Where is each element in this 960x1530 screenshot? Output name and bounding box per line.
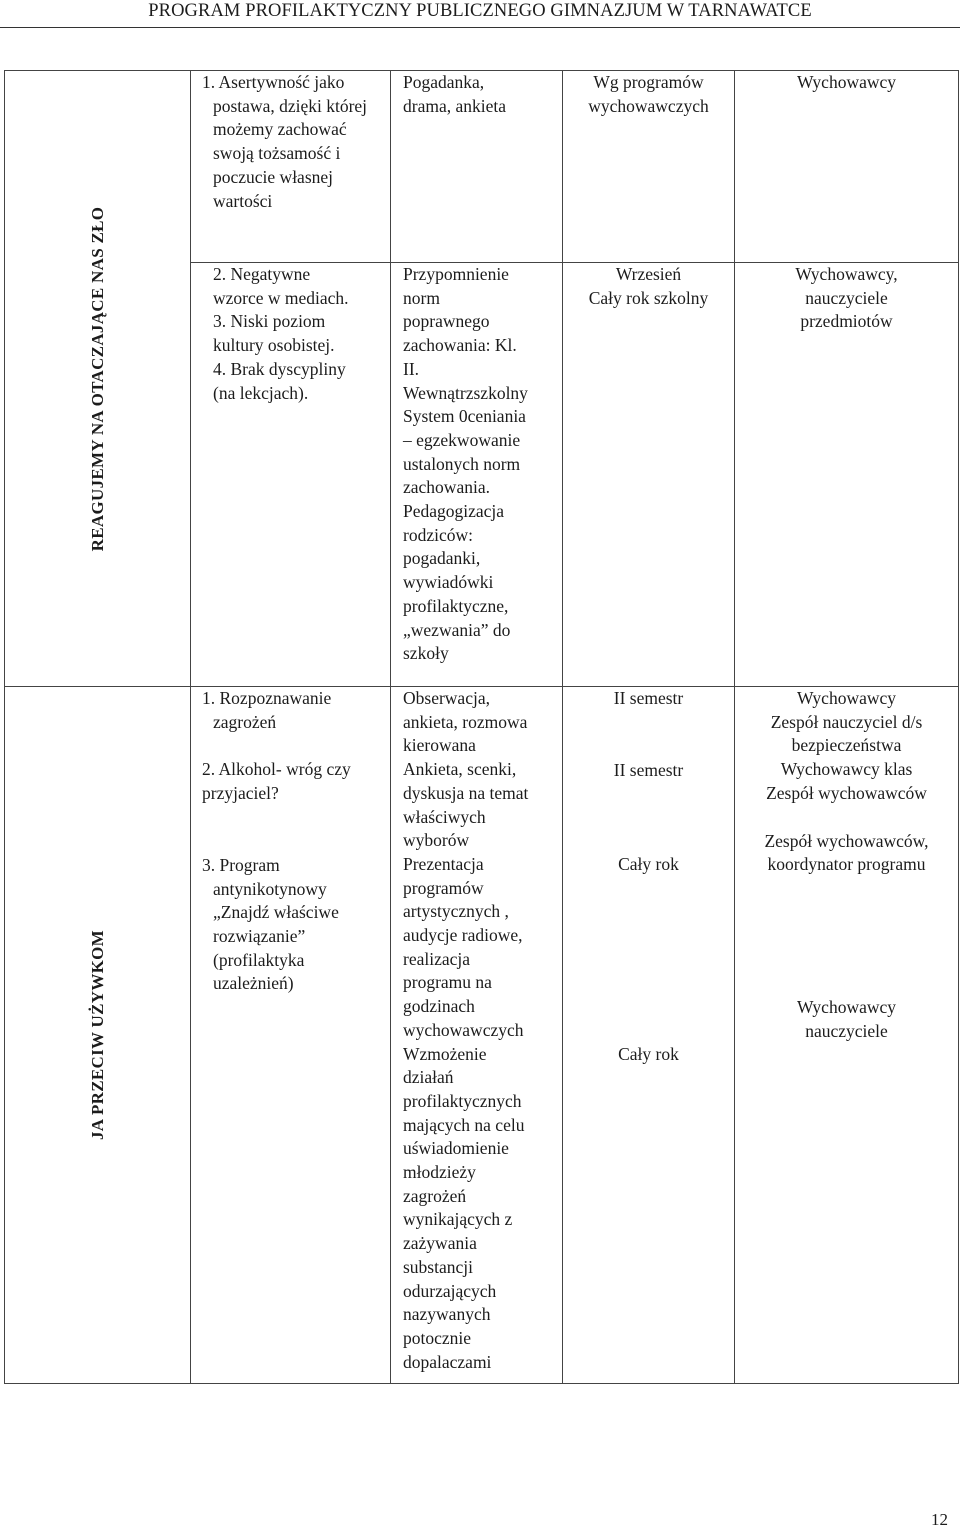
issue-cell: 2. Negatywne wzorce w mediach. 3. Niski poziom kultury osobistej. 4. Brak dyscypliny (na lekcjach). bbox=[191, 263, 391, 687]
section-label: JA PRZECIW UŻYWKOM bbox=[87, 929, 107, 1141]
section-label-cell bbox=[5, 687, 191, 1384]
program-table bbox=[4, 70, 959, 1384]
time-cell: Wrzesień Cały rok szkolny bbox=[563, 263, 735, 687]
method-cell: Obserwacja, ankieta, rozmowa kierowana Ankieta, scenki, dyskusja na temat właściwych wyborów Prezentacja programów artystycznych , audycje radiowe, realizacja programu na godzinach wychowawczych Wzmożenie działań profilaktycznych mających na celu uświadomienie młodzieży zagrożeń wynikających z zażywania substancji odurzających nazywanych potocznie dopalaczami bbox=[391, 687, 563, 1384]
section-label-cell bbox=[5, 71, 191, 687]
issue-cell bbox=[191, 687, 391, 1384]
table-row bbox=[5, 71, 959, 263]
method-cell: Przypomnienie norm poprawnego zachowania: Kl. II. Wewnątrzszkolny System 0ceniania – egzekwowanie ustalonych norm zachowania. Pedagogizacja rodziców: pogadanki, wywiadówki profilaktyczne, „wezwania” do szkoły bbox=[391, 263, 563, 687]
table-row bbox=[5, 687, 959, 1384]
page-header: PROGRAM PROFILAKTYCZNY PUBLICZNEGO GIMNAZJUM W TARNAWATCE bbox=[148, 1, 812, 21]
header-rule bbox=[0, 27, 960, 28]
responsible-cell: Wychowawcy Zespół nauczyciel d/s bezpieczeństwa Wychowawcy klas Zespół wychowawców Zespół wychowawców, koordynator programu Wychowawcy nauczyciele bbox=[735, 687, 959, 1384]
issue-cell bbox=[191, 71, 391, 263]
page-number: 12 bbox=[931, 1510, 948, 1529]
responsible-cell: Wychowawcy, nauczyciele przedmiotów bbox=[735, 263, 959, 687]
responsible-cell: Wychowawcy bbox=[735, 71, 959, 263]
time-cell: II semestr II semestr Cały rok Cały rok bbox=[563, 687, 735, 1384]
issue-text: 1. Asertywność jako postawa, dzięki której możemy zachować swoją tożsamość i poczucie własnej wartości bbox=[202, 72, 368, 211]
method-cell: Pogadanka, drama, ankieta bbox=[391, 71, 563, 263]
time-cell: Wg programów wychowawczych bbox=[563, 71, 735, 263]
issue-text: 1. Rozpoznawanie zagrożeń 2. Alkohol- wróg czy przyjaciel? 3. Program antynikotynowy „Znajdź właściwe rozwiązanie” (profilaktyka uzależnień) bbox=[202, 688, 351, 994]
section-label: REAGUJEMY NA OTACZAJĄCE NAS ZŁO bbox=[87, 206, 107, 551]
